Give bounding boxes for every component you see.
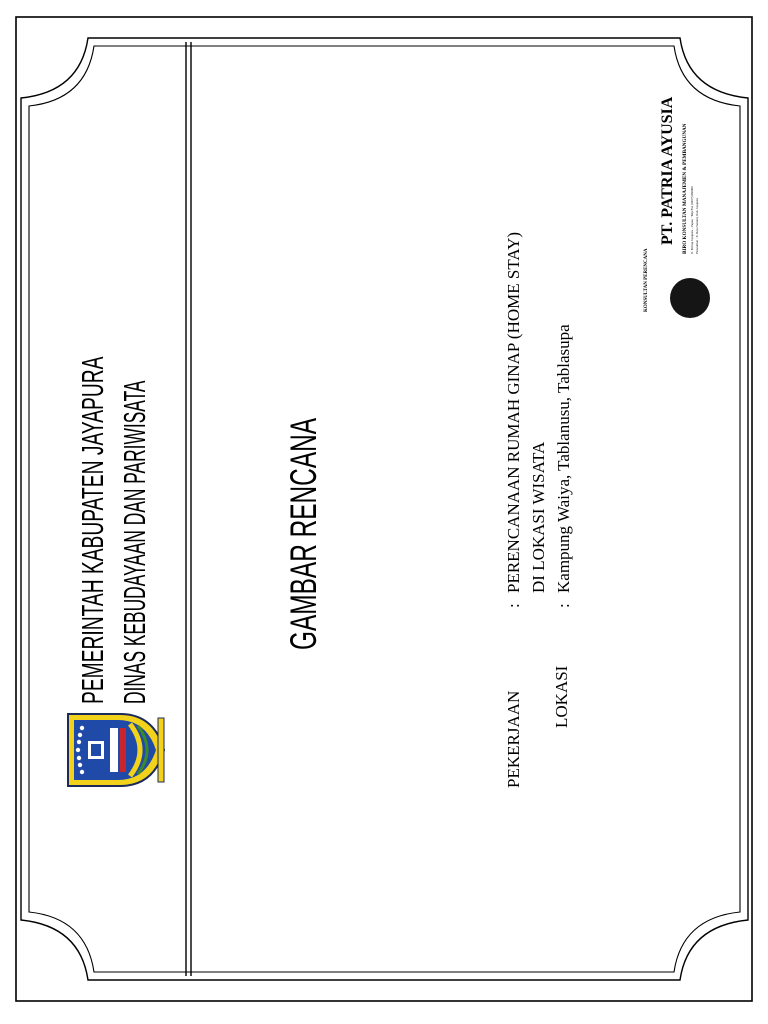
pekerjaan-label: PEKERJAAN bbox=[504, 690, 523, 788]
header-line-1: PEMERINTAH KABUPATEN JAYAPURA bbox=[75, 356, 110, 704]
pt-patria-ayusia-logo bbox=[670, 278, 710, 318]
lokasi-label: LOKASI bbox=[552, 665, 571, 728]
consultant-label: KONSULTAN PERENCANA bbox=[644, 248, 649, 312]
consultant-address-1: Jl. Entrop Jayapura – Papua · Telp/Fax (0967) 000000 bbox=[690, 186, 694, 254]
kabupaten-jayapura-emblem bbox=[58, 708, 166, 792]
consultant-address-2: Perwakilan : Jl. Raya Sentani, Kab. Jayapura bbox=[695, 197, 699, 254]
lokasi-separator: : bbox=[554, 603, 573, 608]
pekerjaan-value-line-2: DI LOKASI WISATA bbox=[529, 441, 548, 593]
lokasi-value: Kampung Waiya, Tablanusu, Tablasupa bbox=[554, 324, 573, 593]
consultant-subtitle: BIRO KONSULTAN MANAJEMEN & PEMBANGUNAN bbox=[682, 123, 688, 254]
header-line-2: DINAS KEBUDAYAAN DAN PARIWISATA bbox=[117, 380, 152, 704]
consultant-name: PT. PATRIA AYUSIA bbox=[659, 96, 676, 245]
page-title: GAMBAR RENCANA bbox=[283, 417, 324, 650]
pekerjaan-value-line-1: PERENCANAAN RUMAH GINAP (HOME STAY) bbox=[504, 231, 523, 593]
pekerjaan-separator: : bbox=[504, 603, 523, 608]
